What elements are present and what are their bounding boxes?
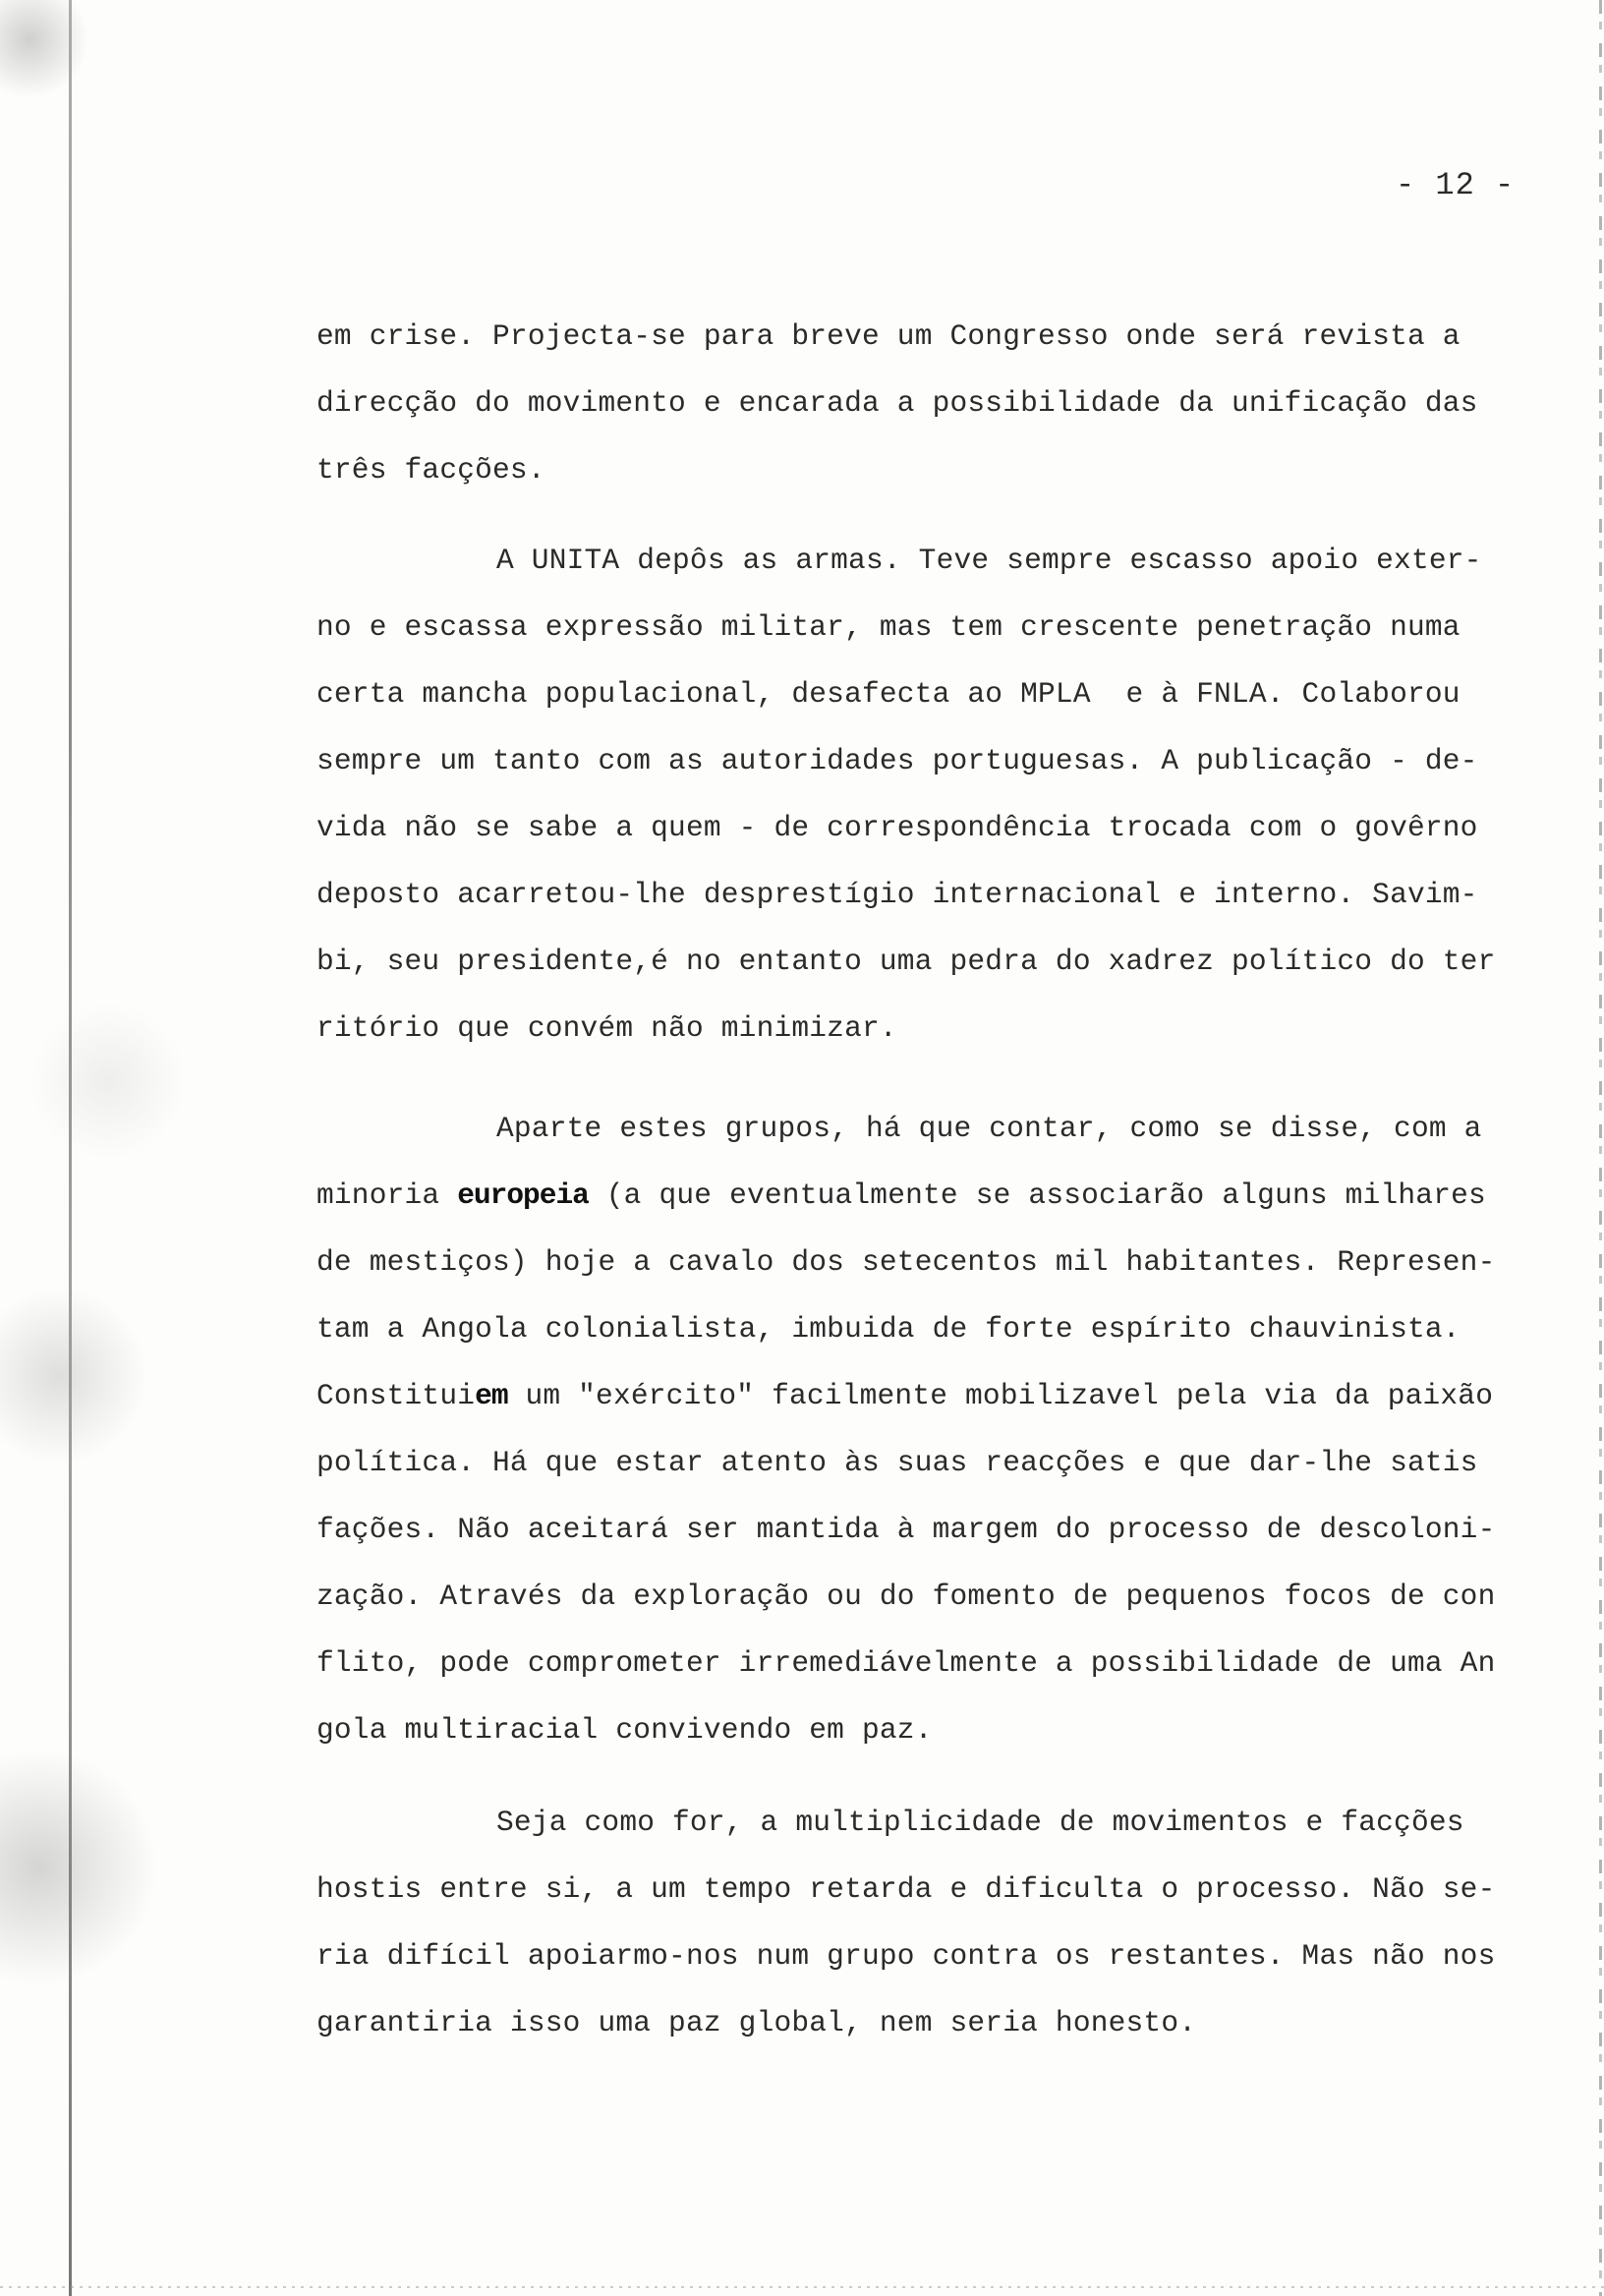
- text-fragment: minoria: [316, 1178, 440, 1212]
- text-line: direcção do movimento e encarada a possibilidade da unificação das: [316, 386, 1478, 420]
- text-line: bi, seu presidente,é no entanto uma pedra do xadrez político do ter: [316, 945, 1496, 978]
- text-fragment: Constitui: [316, 1379, 476, 1412]
- text-line: Seja como for, a multiplicidade de movimentos e facções: [496, 1806, 1464, 1839]
- text-line: ria difícil apoiarmo-nos num grupo contra os restantes. Mas não nos: [316, 1939, 1496, 1973]
- text-line: três facções.: [316, 453, 545, 487]
- text-line: em crise. Projecta-se para breve um Congresso onde será revista a: [316, 319, 1461, 353]
- text-line: tam a Angola colonialista, imbuida de forte espírito chauvinista.: [316, 1312, 1461, 1346]
- text-line: certa mancha populacional, desafecta ao MPLA e à FNLA. Colaborou: [316, 677, 1461, 711]
- margin-rule: [69, 0, 72, 2296]
- page-edge: [1599, 0, 1602, 2296]
- text-fragment: um "exército" facilmente mobilizavel pela via da paixão: [507, 1379, 1494, 1412]
- paragraph-2: [316, 527, 1525, 1062]
- text-line: no e escassa expressão militar, mas tem crescente penetração numa: [316, 610, 1461, 644]
- overtyped-word: europeia: [457, 1178, 589, 1212]
- text-line: garantiria isso uma paz global, nem seria honesto.: [316, 2006, 1197, 2039]
- text-line: sempre um tanto com as autoridades portuguesas. A publicação - de-: [316, 744, 1478, 777]
- text-line: fações. Não aceitará ser mantida à margem do processo de descoloni-: [316, 1513, 1496, 1546]
- text-line: [316, 1362, 1525, 1429]
- text-line: Aparte estes grupos, há que contar, como se disse, com a: [496, 1112, 1482, 1145]
- bottom-edge: [0, 2286, 1604, 2288]
- text-line: de mestiços) hoje a cavalo dos setecentos mil habitantes. Represen-: [316, 1245, 1496, 1279]
- text-line: zação. Através da exploração ou do fomento de pequenos focos de con: [316, 1579, 1496, 1613]
- text-line: deposto acarretou-lhe desprestígio internacional e interno. Savim-: [316, 878, 1478, 911]
- text-line: gola multiracial convivendo em paz.: [316, 1713, 933, 1747]
- text-line: A UNITA depôs as armas. Teve sempre escasso apoio exter-: [496, 544, 1482, 577]
- text-fragment: (a que eventualmente se associarão alguns milhares: [588, 1178, 1486, 1212]
- overtyped-word: em: [475, 1379, 508, 1412]
- paragraph-3: [316, 1095, 1525, 1763]
- scan-shadow: [0, 0, 187, 2296]
- text-line: flito, pode comprometer irremediávelmente a possibilidade de uma An: [316, 1646, 1496, 1680]
- text-line: hostis entre si, a um tempo retarda e dificulta o processo. Não se-: [316, 1872, 1496, 1906]
- text-line: ritório que convém não minimizar.: [316, 1011, 897, 1045]
- paragraph-4: [316, 1789, 1525, 2056]
- text-line: política. Há que estar atento às suas reacções e que dar-lhe satis: [316, 1446, 1478, 1479]
- text-line: [316, 1162, 1525, 1229]
- text-line: vida não se sabe a quem - de correspondência trocada com o govêrno: [316, 811, 1478, 844]
- paragraph-1: [316, 303, 1525, 503]
- page-number: - 12 -: [1396, 167, 1516, 203]
